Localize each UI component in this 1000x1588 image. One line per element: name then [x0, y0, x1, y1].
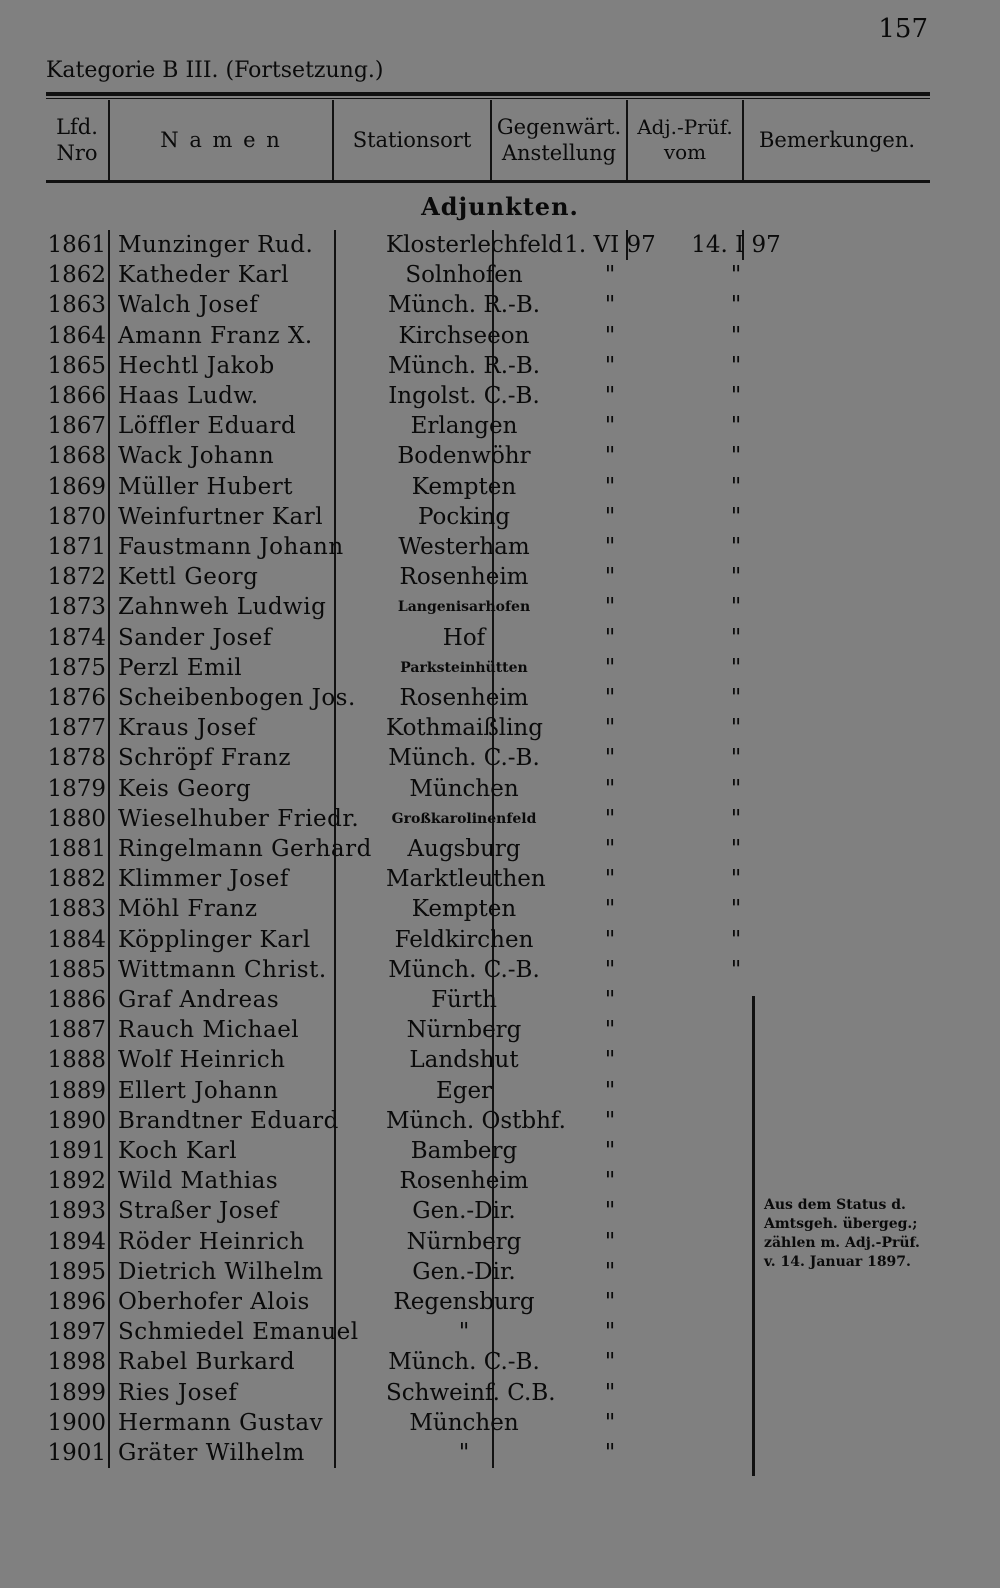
table-row — [46, 834, 930, 865]
row-station: " — [458, 1319, 470, 1346]
row-anstellung: " — [604, 866, 616, 893]
table-row — [46, 1166, 930, 1197]
row-anstellung: " — [604, 564, 616, 591]
row-number: 1882 — [47, 866, 106, 893]
row-station: Landshut — [409, 1047, 519, 1074]
row-number: 1874 — [47, 624, 106, 651]
row-station: Gen.-Dir. — [412, 1258, 516, 1285]
row-station: Kothmaißling — [386, 715, 543, 742]
row-anstellung: " — [604, 896, 616, 923]
row-name: Gräter Wilhelm — [118, 1440, 305, 1466]
row-pruefung: " — [730, 836, 742, 862]
row-anstellung: " — [604, 383, 616, 409]
row-name: Rabel Burkard — [118, 1349, 296, 1376]
row-name: Weinfurtner Karl — [118, 503, 324, 530]
row-station: Kirchseeon — [398, 322, 530, 349]
row-number: 1901 — [47, 1440, 106, 1466]
table-row — [46, 1045, 930, 1076]
row-name: Amann Franz X. — [118, 322, 313, 349]
header-pruefung — [628, 100, 742, 180]
row-anstellung: " — [604, 654, 616, 681]
row-number: 1896 — [47, 1289, 106, 1315]
table-row — [46, 592, 930, 623]
row-anstellung: " — [604, 1077, 616, 1104]
row-station: Kempten — [411, 473, 517, 500]
row-number: 1892 — [47, 1168, 106, 1195]
row-name: Munzinger Rud. — [118, 232, 314, 258]
row-anstellung: " — [604, 1017, 616, 1044]
remark-line: Amtsgeh. übergeg.; — [764, 1216, 918, 1232]
header-anstellung — [492, 100, 626, 180]
row-station: Bamberg — [410, 1138, 518, 1164]
table-row — [46, 260, 930, 291]
row-pruefung: " — [730, 745, 742, 772]
row-name: Klimmer Josef — [118, 866, 289, 893]
row-name: Wack Johann — [118, 443, 275, 470]
row-pruefung: " — [730, 503, 742, 530]
row-name: Faustmann Johann — [118, 534, 344, 560]
header-ort-text: Stationsort — [352, 127, 472, 152]
row-anstellung: " — [604, 685, 616, 711]
table-row — [46, 804, 930, 835]
top-rule-thin — [46, 98, 930, 99]
row-number: 1891 — [47, 1138, 106, 1164]
row-number: 1880 — [47, 805, 106, 832]
table-row — [46, 1408, 930, 1439]
row-station: Solnhofen — [405, 262, 523, 289]
row-pruefung: " — [730, 926, 742, 953]
row-anstellung: " — [604, 262, 616, 289]
table-row — [46, 1015, 930, 1046]
row-name: Brandtner Eduard — [118, 1107, 339, 1134]
table-row — [46, 1136, 930, 1167]
row-station: Parksteinhütten — [400, 659, 528, 676]
row-name: Koch Karl — [118, 1138, 238, 1164]
row-number: 1883 — [47, 896, 106, 923]
row-number: 1878 — [47, 745, 106, 772]
row-station: Westerham — [398, 534, 530, 560]
row-name: Ellert Johann — [118, 1077, 279, 1104]
page-number: 157 — [878, 14, 928, 44]
row-number: 1870 — [47, 503, 106, 530]
row-pruefung: " — [730, 534, 742, 560]
row-station: Rosenheim — [399, 1168, 529, 1195]
row-name: Hermann Gustav — [118, 1409, 324, 1436]
row-anstellung: " — [604, 775, 616, 802]
row-name: Löffler Eduard — [118, 413, 297, 440]
row-station: Münch. C.-B. — [388, 956, 540, 983]
row-station: Klosterlechfeld — [386, 232, 563, 258]
row-station: Schweinf. C.B. — [386, 1379, 556, 1406]
row-anstellung: " — [604, 1138, 616, 1164]
row-anstellung: " — [604, 1228, 616, 1255]
table-row — [46, 985, 930, 1016]
row-name: Perzl Emil — [118, 654, 243, 681]
row-station: Pocking — [417, 503, 511, 530]
header-anstellung-line1: Gegenwärt. — [496, 114, 622, 139]
row-station: " — [458, 1440, 470, 1466]
row-name: Rauch Michael — [118, 1017, 300, 1044]
table-row — [46, 1438, 930, 1469]
row-number: 1900 — [47, 1409, 106, 1436]
header-pruefung-line2: vom — [663, 140, 707, 164]
header-divider — [490, 100, 492, 180]
header-ort — [334, 100, 490, 180]
row-anstellung: " — [604, 1198, 616, 1225]
row-pruefung: 14. I 97 — [691, 232, 781, 258]
row-station: Münch. C.-B. — [388, 745, 540, 772]
row-pruefung: " — [730, 866, 742, 893]
row-number: 1866 — [47, 383, 106, 409]
row-station: Ingolst. C.-B. — [388, 383, 540, 409]
row-name: Röder Heinrich — [118, 1228, 305, 1255]
row-pruefung: " — [730, 685, 742, 711]
header-bemerkungen-text: Bemerkungen. — [758, 127, 916, 152]
row-name: Kettl Georg — [118, 564, 259, 591]
row-anstellung: " — [604, 805, 616, 832]
row-station: Augsburg — [407, 836, 521, 862]
table-row — [46, 653, 930, 684]
header-anstellung-line2: Anstellung — [501, 141, 617, 165]
row-name: Wild Mathias — [118, 1168, 279, 1195]
row-name: Schröpf Franz — [118, 745, 291, 772]
row-number: 1869 — [47, 473, 106, 500]
table-row — [46, 925, 930, 956]
table-row — [46, 774, 930, 805]
top-rule — [46, 92, 930, 96]
row-number: 1898 — [47, 1349, 106, 1376]
row-number: 1890 — [47, 1107, 106, 1134]
header-name — [110, 100, 332, 180]
row-station: Nürnberg — [406, 1228, 522, 1255]
row-station: Münch. R.-B. — [387, 352, 541, 379]
row-station: Langenisarhofen — [397, 599, 531, 616]
row-number: 1863 — [47, 292, 106, 319]
row-anstellung: 1. VI 97 — [564, 232, 656, 258]
row-station: Rosenheim — [399, 564, 529, 591]
row-number: 1861 — [47, 232, 106, 258]
table-row — [46, 562, 930, 593]
row-station: Fürth — [431, 987, 497, 1013]
row-name: Scheibenbogen Jos. — [118, 685, 356, 711]
row-name: Katheder Karl — [118, 262, 289, 289]
row-anstellung: " — [604, 534, 616, 560]
row-anstellung: " — [604, 1168, 616, 1195]
row-number: 1881 — [47, 836, 106, 862]
category-title: Kategorie B III. (Fortsetzung.) — [46, 58, 384, 83]
row-anstellung: " — [604, 594, 616, 621]
row-name: Zahnweh Ludwig — [118, 594, 327, 621]
row-name: Wolf Heinrich — [118, 1047, 286, 1074]
row-name: Schmiedel Emanuel — [118, 1319, 359, 1346]
row-number: 1872 — [47, 564, 106, 591]
table-row — [46, 441, 930, 472]
row-name: Sander Josef — [118, 624, 272, 651]
row-name: Kraus Josef — [118, 715, 257, 742]
table-row — [46, 532, 930, 563]
table-row — [46, 1076, 930, 1107]
table-row — [46, 1317, 930, 1348]
table-row — [46, 321, 930, 352]
row-station: Marktleuthen — [386, 866, 546, 893]
remark-brace — [752, 996, 759, 1476]
table-row — [46, 713, 930, 744]
row-station: Bodenwöhr — [397, 443, 531, 470]
row-pruefung: " — [730, 594, 742, 621]
row-pruefung: " — [730, 383, 742, 409]
row-number: 1867 — [47, 413, 106, 440]
row-station: Rosenheim — [399, 685, 529, 711]
row-station: Nürnberg — [406, 1017, 522, 1044]
row-station: Eger — [435, 1077, 493, 1104]
row-station: Regensburg — [393, 1289, 535, 1315]
row-number: 1893 — [47, 1198, 106, 1225]
row-pruefung: " — [730, 352, 742, 379]
row-station: Erlangen — [410, 413, 518, 440]
row-name: Müller Hubert — [118, 473, 293, 500]
row-pruefung: " — [730, 715, 742, 742]
row-number: 1895 — [47, 1258, 106, 1285]
header-rule — [46, 180, 930, 183]
row-pruefung: " — [730, 473, 742, 500]
row-name: Keis Georg — [118, 775, 252, 802]
row-name: Dietrich Wilhelm — [118, 1258, 324, 1285]
row-anstellung: " — [604, 956, 616, 983]
row-name: Köpplinger Karl — [118, 926, 311, 953]
row-number: 1889 — [47, 1077, 106, 1104]
row-number: 1894 — [47, 1228, 106, 1255]
row-station: Münch. Ostbhf. — [386, 1107, 566, 1134]
header-divider — [332, 100, 334, 180]
row-anstellung: " — [604, 987, 616, 1013]
row-anstellung: " — [604, 352, 616, 379]
row-pruefung: " — [730, 624, 742, 651]
row-pruefung: " — [730, 564, 742, 591]
row-number: 1887 — [47, 1017, 106, 1044]
row-anstellung: " — [604, 1349, 616, 1376]
row-anstellung: " — [604, 1047, 616, 1074]
header-bemerkungen — [744, 100, 930, 180]
row-anstellung: " — [604, 322, 616, 349]
row-number: 1865 — [47, 352, 106, 379]
row-pruefung: " — [730, 443, 742, 470]
row-name: Wittmann Christ. — [118, 956, 327, 983]
row-anstellung: " — [604, 503, 616, 530]
row-anstellung: " — [604, 745, 616, 772]
row-anstellung: " — [604, 715, 616, 742]
table-row — [46, 623, 930, 654]
table-row — [46, 230, 930, 261]
row-number: 1888 — [47, 1047, 106, 1074]
table-row — [46, 955, 930, 986]
row-anstellung: " — [604, 1409, 616, 1436]
row-pruefung: " — [730, 413, 742, 440]
row-name: Graf Andreas — [118, 987, 280, 1013]
row-number: 1873 — [47, 594, 106, 621]
row-pruefung: " — [730, 322, 742, 349]
row-number: 1871 — [47, 534, 106, 560]
row-name: Hechtl Jakob — [118, 352, 275, 379]
row-anstellung: " — [604, 926, 616, 953]
table-row — [46, 381, 930, 412]
table-row — [46, 1347, 930, 1378]
row-number: 1864 — [47, 322, 106, 349]
row-number: 1877 — [47, 715, 106, 742]
row-name: Ries Josef — [118, 1379, 238, 1406]
remark-line: v. 14. Januar 1897. — [764, 1254, 911, 1270]
row-name: Ringelmann Gerhard — [118, 836, 372, 862]
row-name: Oberhofer Alois — [118, 1289, 310, 1315]
row-station: Münch. C.-B. — [388, 1349, 540, 1376]
row-name: Straßer Josef — [118, 1198, 279, 1225]
row-station: Feldkirchen — [394, 926, 534, 953]
table-row — [46, 864, 930, 895]
header-name-text: N a m e n — [160, 127, 282, 152]
row-name: Möhl Franz — [118, 896, 258, 923]
row-number: 1897 — [47, 1319, 106, 1346]
table-row — [46, 472, 930, 503]
remark-line: zählen m. Adj.-Prüf. — [764, 1235, 920, 1251]
remark-line: Aus dem Status d. — [764, 1197, 906, 1213]
row-station: Kempten — [411, 896, 517, 923]
header-divider — [626, 100, 628, 180]
row-anstellung: " — [604, 1440, 616, 1466]
row-anstellung: " — [604, 473, 616, 500]
row-station: München — [409, 775, 519, 802]
row-station: Gen.-Dir. — [412, 1198, 516, 1225]
table-row — [46, 411, 930, 442]
row-pruefung: " — [730, 956, 742, 983]
header-divider — [108, 100, 110, 180]
table-row — [46, 743, 930, 774]
row-number: 1899 — [47, 1379, 106, 1406]
row-anstellung: " — [604, 1107, 616, 1134]
row-station: Großkarolinenfeld — [391, 810, 537, 827]
remark-note — [764, 1196, 944, 1272]
header-nr-line2: Nro — [56, 141, 98, 165]
row-number: 1885 — [47, 956, 106, 983]
row-number: 1868 — [47, 443, 106, 470]
table-row — [46, 290, 930, 321]
header-nr — [46, 100, 108, 180]
row-pruefung: " — [730, 654, 742, 681]
table-row — [46, 1106, 930, 1137]
table-row — [46, 894, 930, 925]
row-number: 1879 — [47, 775, 106, 802]
row-number: 1884 — [47, 926, 106, 953]
row-number: 1862 — [47, 262, 106, 289]
row-anstellung: " — [604, 624, 616, 651]
row-pruefung: " — [730, 292, 742, 319]
row-anstellung: " — [604, 1319, 616, 1346]
header-nr-line1: Lfd. — [56, 114, 98, 139]
table-row — [46, 1287, 930, 1318]
row-anstellung: " — [604, 292, 616, 319]
row-pruefung: " — [730, 262, 742, 289]
header-pruefung-line1: Adj.-Prüf. — [637, 115, 733, 139]
row-name: Haas Ludw. — [118, 383, 259, 409]
row-number: 1876 — [47, 685, 106, 711]
table-row — [46, 351, 930, 382]
row-anstellung: " — [604, 413, 616, 440]
row-name: Wieselhuber Friedr. — [118, 805, 360, 832]
row-station: München — [409, 1409, 519, 1436]
row-anstellung: " — [604, 836, 616, 862]
row-name: Walch Josef — [118, 292, 259, 319]
table-header — [46, 100, 930, 180]
row-pruefung: " — [730, 896, 742, 923]
section-title: Adjunkten. — [421, 192, 579, 221]
header-divider — [742, 100, 744, 180]
table-row — [46, 683, 930, 714]
row-anstellung: " — [604, 1289, 616, 1315]
row-anstellung: " — [604, 1258, 616, 1285]
row-station: Hof — [442, 624, 486, 651]
row-number: 1875 — [47, 654, 106, 681]
row-pruefung: " — [730, 775, 742, 802]
table-row — [46, 1378, 930, 1409]
row-anstellung: " — [604, 443, 616, 470]
row-number: 1886 — [47, 987, 106, 1013]
row-pruefung: " — [730, 805, 742, 832]
table-row — [46, 502, 930, 533]
row-anstellung: " — [604, 1379, 616, 1406]
row-station: Münch. R.-B. — [387, 292, 541, 319]
